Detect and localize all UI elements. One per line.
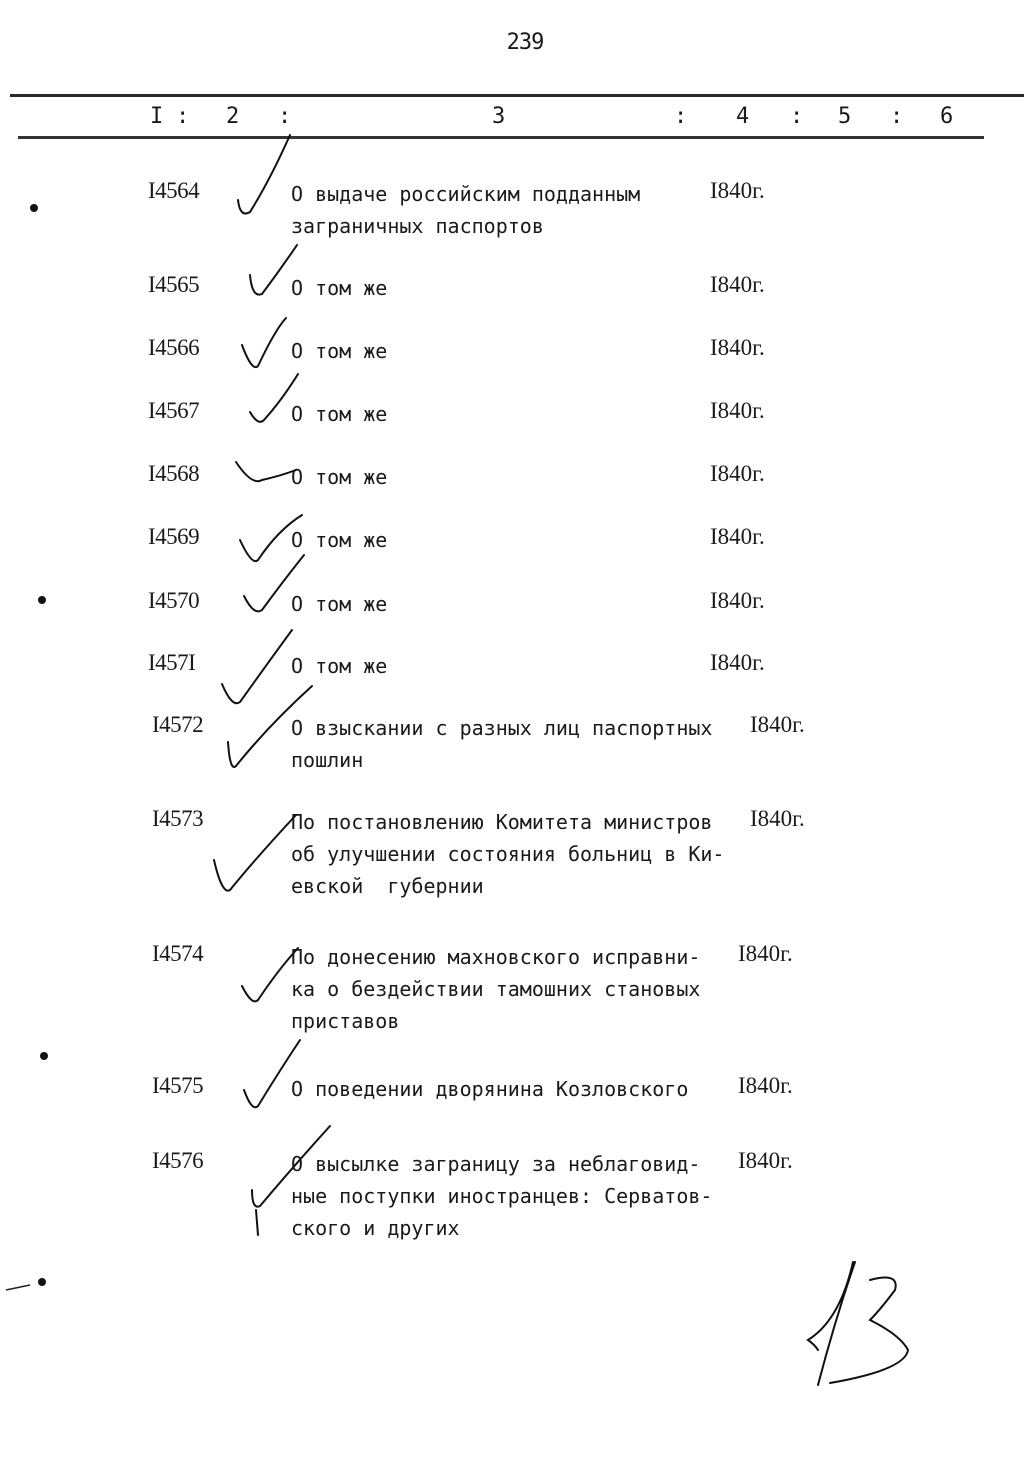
entry-number: I4572 [152,712,204,737]
entry-number: I4566 [148,335,200,360]
entry-number: I4565 [148,272,200,297]
entry-year: I840г. [710,650,765,675]
col-3-header: 3 [492,104,506,129]
entry-title: О том же [291,528,388,552]
entry-title: По донесению махновского исправни- ка о бездействии тамошних становых приставов [291,945,701,1033]
entry-title: О том же [291,465,388,489]
entry-year: I840г. [738,941,793,966]
entry-year: I840г. [710,272,765,297]
checkmark-icon [214,815,296,891]
checkmark-icon [238,135,290,214]
entry-number: I457I [148,650,196,675]
entry-title: О том же [291,654,388,678]
col-1-header: I [150,104,164,129]
col-2-header: 2 [226,104,240,129]
entry-year: I840г. [710,461,765,486]
entry-number: I4575 [152,1073,204,1098]
entry-year: I840г. [710,178,765,203]
entry-number: I4576 [152,1148,204,1173]
entry-number: I4568 [148,461,200,486]
col-5-header: 5 [838,104,852,129]
entry-title: О том же [291,592,388,616]
handwritten-13-three [830,1278,908,1383]
entry-number: I4570 [148,588,200,613]
checkmark-icon [242,948,298,1001]
entry-title: О том же [291,402,388,426]
punch-hole-mark [40,1052,48,1060]
entry-title: О высылке заграницу за неблаговид- ные поступки иностранцев: Серватов- ского и других [291,1152,713,1240]
entry-title: По постановлению Комитета министров об улучшении состояния больниц в Ки- евской губернии [291,810,725,898]
entry-number: I4564 [148,178,200,203]
entry-number: I4569 [148,524,200,549]
page-number: 239 [506,30,544,55]
header-rule-top [10,94,1024,97]
header-rule-bottom [18,136,984,139]
handwritten-13-one [808,1262,855,1385]
punch-hole-mark [30,204,38,212]
entry-year: I840г. [738,1073,793,1098]
col-6-header: 6 [940,104,954,129]
punch-hole-mark [38,596,46,604]
col-4-header: 4 [736,104,750,129]
entry-title: О взыскании с разных лиц паспортных пошлин [291,716,713,772]
checkmark-icon [222,630,292,703]
entry-number: I4573 [152,806,204,831]
entry-year: I840г. [710,398,765,423]
entry-title: О том же [291,339,388,363]
col-separator: : [790,104,804,129]
entry-title: О поведении дворянина Козловского [291,1077,689,1101]
col-separator: : [890,104,904,129]
checkmark-icon [250,245,297,295]
entry-number: I4574 [152,941,204,966]
entry-year: I840г. [750,712,805,737]
entry-title: О выдаче российским подданным заграничных паспортов [291,182,641,238]
col-separator: : [176,104,190,129]
col-separator: : [278,104,292,129]
entry-number: I4567 [148,398,200,423]
entry-year: I840г. [710,524,765,549]
col-separator: : [674,104,688,129]
checkmark-icon [236,462,296,481]
entry-year: I840г. [750,806,805,831]
entry-year: I840г. [738,1148,793,1173]
entry-year: I840г. [710,588,765,613]
entry-title: О том же [291,276,388,300]
entry-year: I840г. [710,335,765,360]
punch-hole-mark [38,1278,46,1286]
checkmark-icon [242,318,286,367]
